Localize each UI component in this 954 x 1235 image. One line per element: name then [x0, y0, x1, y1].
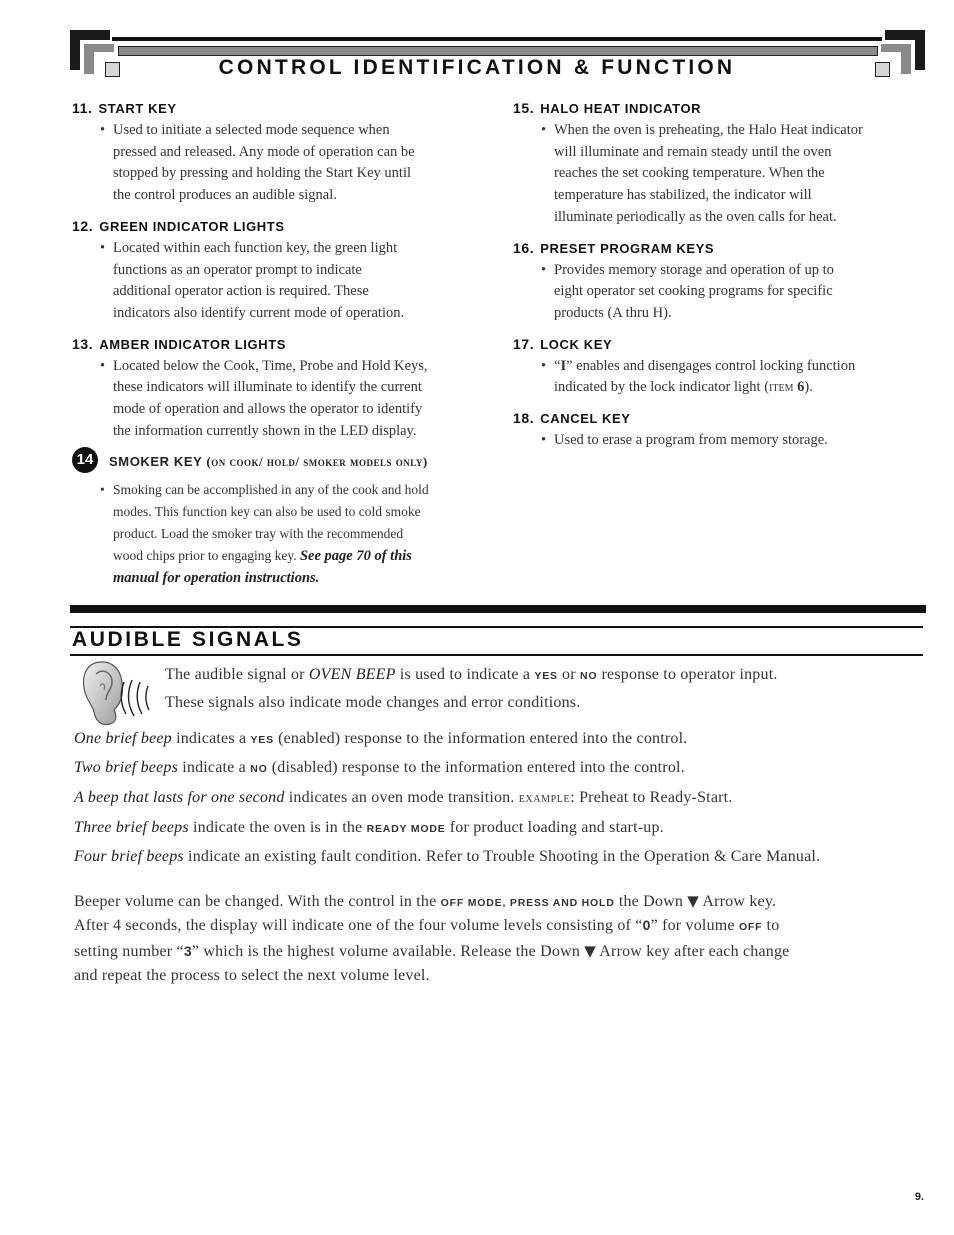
- text-line: will illuminate and remain steady until the oven: [554, 143, 832, 160]
- text-line: these indicators will illuminate to identify the current: [113, 379, 422, 396]
- item-name: SMOKER KEY: [109, 454, 203, 470]
- text-line: functions as an operator prompt to indicate: [113, 261, 362, 278]
- intro-line-2: These signals also indicate mode changes and error conditions.: [165, 694, 581, 711]
- text-line: pressed and released. Any mode of operation can be: [113, 143, 415, 160]
- item-12: [72, 218, 492, 325]
- text-line: mode of operation and allows the operator to identify: [113, 401, 423, 418]
- text-fragment: response to operator input.: [597, 666, 778, 683]
- text-line: illuminate periodically as the oven calls for heat.: [554, 208, 837, 225]
- smoker-heading: [72, 453, 492, 479]
- key-term: NO: [579, 670, 598, 682]
- text-fragment: indicated by the lock indicator light (: [554, 379, 770, 396]
- section-rule-bottom: [70, 654, 923, 656]
- text-line: the control produces an audible signal.: [113, 187, 337, 204]
- item-heading: [513, 100, 933, 116]
- item-number: 13.: [72, 335, 94, 352]
- text-fragment: After 4 seconds, the display will indicate one of the four volume levels consisting of “: [74, 917, 643, 934]
- item-text: • Located below the Cook, Time, Probe and Hold Keys, these indicators will illuminate to identify the current mode of operation and allows the operator to identify the information currently shown in the LED display.: [100, 357, 428, 439]
- text-line: product. Load the smoker tray with the recommended: [113, 525, 404, 541]
- text-line: Provides memory storage and operation of up to: [554, 261, 834, 278]
- emphasis-text: Two brief beeps: [74, 759, 179, 776]
- key-term: YES: [250, 734, 274, 746]
- text-fragment: item: [769, 379, 794, 396]
- key-term: OFF: [738, 921, 763, 933]
- item-text: • Used to initiate a selected mode sequence when pressed and released. Any mode of operation can be stopped by pressing and holding the Start Key until the control produces an audible signal.: [100, 122, 415, 204]
- text-line: products (A thru H).: [554, 304, 672, 321]
- ear-icon: [80, 660, 158, 728]
- text-line: Used to initiate a selected mode sequence when: [113, 122, 390, 138]
- text-line: When the oven is preheating, the Halo Heat indicator: [554, 122, 863, 138]
- item-heading: [513, 336, 933, 352]
- item-name: PRESET PROGRAM KEYS: [540, 240, 715, 256]
- beep-rule-4: [74, 819, 664, 837]
- item-name: LOCK KEY: [540, 336, 613, 352]
- item-text: • Provides memory storage and operation of up to eight operator set cooking programs for specific products (A thru H).: [541, 261, 834, 321]
- item-name: GREEN INDICATOR LIGHTS: [99, 218, 285, 234]
- item-name: HALO HEAT INDICATOR: [540, 101, 702, 116]
- item-11: [72, 100, 492, 207]
- key-term: 0: [642, 917, 651, 933]
- down-arrow-icon: ▼: [584, 942, 596, 960]
- item-text: • Smoking can be accomplished in any of the cook and hold modes. This function key can also be used to cold smoke product. Load the smoker tray with the recommended wood chips prior to engaging key. See page 70 of this manual for operation instructions.: [100, 482, 429, 587]
- text-fragment: Arrow key.: [699, 893, 777, 910]
- item-text: • “I” enables and disengages control locking function indicated by the lock indicator light (item 6).: [541, 357, 856, 396]
- header-rule-top: [112, 37, 882, 41]
- item-heading: [513, 240, 933, 256]
- text-fragment: indicate a: [178, 759, 251, 776]
- volume-line-1: [74, 892, 776, 911]
- text-line: reaches the set cooking temperature. When the: [554, 165, 825, 182]
- text-fragment: ” for volume: [650, 917, 739, 934]
- beep-rule-1: [74, 730, 687, 748]
- text-fragment: Beeper volume can be changed. With the control in the: [74, 893, 441, 910]
- text-fragment: ).: [804, 379, 813, 396]
- text-fragment: for product loading and start-up.: [445, 819, 664, 836]
- text-line: stopped by pressing and holding the Start Key until: [113, 165, 412, 182]
- key-term: 3: [183, 943, 192, 959]
- text-fragment: The audible signal or: [165, 666, 309, 683]
- text-fragment: setting number “: [74, 943, 184, 960]
- section-title: AUDIBLE SIGNALS: [72, 628, 304, 651]
- corner-gray-left-top: [84, 44, 114, 52]
- right-column: [513, 100, 933, 463]
- beep-rule-5: [74, 848, 820, 866]
- item-13: [72, 336, 492, 443]
- text-fragment: ” which is the highest volume available. Release the Down: [191, 943, 585, 960]
- text-line: indicators also identify current mode of operation.: [113, 304, 405, 321]
- header-rule-gray: [118, 46, 878, 56]
- emphasis-text: See page 70 of this: [299, 547, 412, 564]
- item-name: CANCEL KEY: [540, 411, 631, 427]
- item-number: 15.: [513, 100, 535, 116]
- beep-rule-3: [74, 789, 733, 807]
- item-name: START KEY: [98, 101, 177, 116]
- item-number: 12.: [72, 217, 94, 234]
- item-number: 18.: [513, 410, 535, 427]
- item-text: • Located within each function key, the green light functions as an operator prompt to indicate additional operator action is required. These indicators also identify current mode of operation.: [100, 239, 405, 321]
- text-fragment: : Preheat to Ready-Start.: [570, 789, 733, 806]
- down-arrow-icon: ▼: [687, 892, 700, 910]
- text-line: Located below the Cook, Time, Probe and Hold Keys,: [113, 357, 428, 374]
- volume-line-4: and repeat the process to select the next volume level.: [74, 967, 430, 984]
- item-17: [513, 336, 933, 399]
- key-term: READY MODE: [366, 823, 446, 835]
- text-line: additional operator action is required. These: [113, 283, 369, 300]
- item-15: [513, 100, 933, 229]
- text-fragment: is used to indicate a: [395, 666, 535, 683]
- page-number: 9.: [914, 1191, 924, 1203]
- text-line: the information currently shown in the LED display.: [113, 422, 417, 439]
- volume-line-3: [74, 942, 789, 961]
- text-line: temperature has stabilized, the indicator will: [554, 187, 812, 204]
- beep-rule-2: [74, 759, 685, 777]
- text-line: modes. This function key can also be used to cold smoke: [113, 504, 421, 520]
- text-fragment: indicates a: [171, 730, 251, 747]
- item-name: AMBER INDICATOR LIGHTS: [99, 336, 287, 352]
- text-line: Used to erase a program from memory storage.: [554, 432, 828, 449]
- item-heading: [72, 100, 492, 116]
- item-number: 16.: [513, 239, 535, 256]
- text-line: Located within each function key, the green light: [113, 239, 398, 256]
- lock-symbol: I: [560, 357, 567, 374]
- text-fragment: “: [554, 357, 561, 374]
- item-text: • Used to erase a program from memory storage.: [541, 432, 828, 449]
- text-fragment: indicates an oven mode transition.: [284, 789, 519, 806]
- volume-line-2: [74, 917, 779, 935]
- corner-bracket-right-top: [885, 30, 925, 40]
- emphasis-text: manual for operation instructions.: [113, 570, 320, 587]
- item-number: 11.: [72, 100, 93, 116]
- emphasis-text: Three brief beeps: [74, 819, 189, 836]
- key-term: NO: [250, 763, 268, 775]
- emphasis-text: One brief beep: [74, 730, 172, 747]
- text-fragment: (disabled) response to the information entered into the control.: [267, 759, 685, 776]
- text-fragment: to: [762, 917, 780, 934]
- text-fragment: 6: [793, 379, 805, 396]
- page-title: CONTROL IDENTIFICATION & FUNCTION: [218, 56, 736, 79]
- left-column: [72, 100, 492, 601]
- smoker-title: [109, 453, 428, 471]
- emphasis-text: Four brief beeps: [74, 848, 184, 865]
- item-number: 17.: [513, 335, 535, 352]
- text-line: Smoking can be accomplished in any of the cook and hold: [113, 482, 429, 498]
- text-fragment: or: [557, 666, 580, 683]
- text-fragment: Arrow key after each change: [595, 943, 790, 960]
- item-16: [513, 240, 933, 325]
- corner-bracket-left-top: [70, 30, 110, 40]
- circled-number-icon: 14: [72, 447, 98, 473]
- item-heading: [72, 336, 492, 352]
- text-fragment: (enabled) response to the information entered into the control.: [273, 730, 688, 747]
- item-14-smoker: [72, 453, 492, 590]
- text-fragment: example: [518, 791, 571, 806]
- emphasis-text: OVEN BEEP: [308, 666, 396, 683]
- text-fragment: ” enables and disengages control locking function: [566, 357, 856, 374]
- text-fragment: the Down: [614, 893, 688, 910]
- item-heading: [72, 218, 492, 234]
- text-line: eight operator set cooking programs for specific: [554, 283, 833, 300]
- text-line: wood chips prior to engaging key.: [113, 547, 300, 563]
- text-fragment: indicate an existing fault condition. Refer to Trouble Shooting in the Operation & Care Manual.: [183, 848, 821, 865]
- item-qualifier: (on cook/ hold/ smoker models only): [206, 454, 428, 470]
- intro-line-1: [165, 666, 778, 684]
- corner-gray-right-top: [881, 44, 911, 52]
- text-fragment: indicate the oven is in the: [188, 819, 367, 836]
- section-rule-thick: [70, 605, 926, 613]
- item-heading: [513, 410, 933, 426]
- emphasis-text: A beep that lasts for one second: [74, 789, 285, 806]
- item-text: • When the oven is preheating, the Halo Heat indicator will illuminate and remain steady until the oven reaches the set cooking temperature. When the temperature has stabilized, the indicator will illuminate periodically as the oven calls for heat.: [541, 122, 863, 225]
- item-18: [513, 410, 933, 452]
- key-term: OFF MODE, PRESS AND HOLD: [440, 897, 615, 909]
- key-term: YES: [534, 670, 558, 682]
